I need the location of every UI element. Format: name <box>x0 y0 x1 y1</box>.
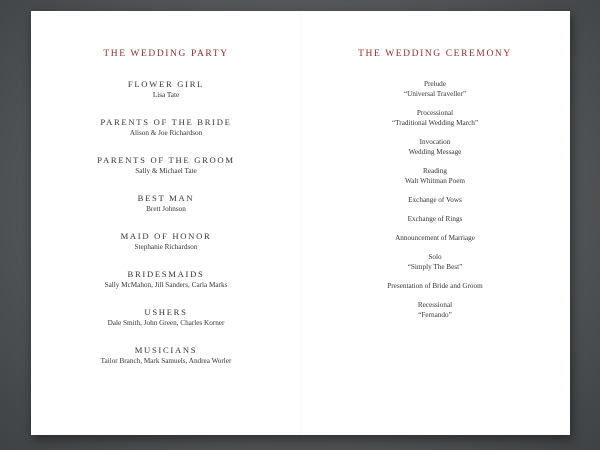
party-role: PARENTS OF THE GROOM <box>97 155 235 165</box>
ceremony-item-label: Invocation <box>419 138 451 146</box>
party-names: Sally McMahon, Jill Sanders, Carla Marks <box>104 281 228 289</box>
party-role: BRIDESMAIDS <box>127 269 205 279</box>
party-entry <box>31 79 301 117</box>
ceremony-item <box>300 233 570 252</box>
party-names: Tailor Branch, Mark Samuels, Andrea Worler <box>100 357 232 365</box>
ceremony-item-detail: “Traditional Wedding March” <box>391 119 479 127</box>
ceremony-item-label: Exchange of Vows <box>408 196 462 204</box>
ceremony-item-detail: “Fernando” <box>418 311 452 319</box>
ceremony-item <box>300 300 570 329</box>
party-names: Alison & Joe Richardson <box>129 129 203 137</box>
ceremony-item <box>300 252 570 281</box>
ceremony-item-detail: “Universal Traveller” <box>403 90 467 98</box>
party-entry <box>31 117 301 155</box>
ceremony-item <box>300 108 570 137</box>
party-names: Dale Smith, John Green, Charles Korner <box>107 319 225 327</box>
party-names: Sally & Michael Tate <box>135 167 197 175</box>
ceremony-item <box>300 281 570 300</box>
wedding-ceremony-title: THE WEDDING CEREMONY <box>358 49 512 59</box>
party-role: PARENTS OF THE BRIDE <box>100 117 232 127</box>
wedding-party-title: THE WEDDING PARTY <box>103 49 229 59</box>
ceremony-item-label: Reading <box>423 167 447 175</box>
party-role: MAID OF HONOR <box>120 231 212 241</box>
ceremony-item <box>300 214 570 233</box>
party-role: BEST MAN <box>137 193 195 203</box>
ceremony-item-label: Recessional <box>417 301 453 309</box>
party-role: MUSICIANS <box>134 345 198 355</box>
party-names: Lisa Tate <box>152 91 180 99</box>
party-entry <box>31 307 301 345</box>
ceremony-item-label: Prelude <box>424 80 446 88</box>
party-entry <box>31 269 301 307</box>
ceremony-item <box>300 137 570 166</box>
ceremony-item <box>300 79 570 108</box>
ceremony-item-label: Solo <box>428 253 442 261</box>
ceremony-item-label: Processional <box>416 109 454 117</box>
party-entry <box>31 345 301 383</box>
wedding-party-column <box>31 47 301 383</box>
ceremony-item-detail: “Simply The Best” <box>407 263 463 271</box>
party-role: FLOWER GIRL <box>127 79 205 89</box>
ceremony-item-label: Announcement of Marriage <box>395 234 475 242</box>
ceremony-item <box>300 166 570 195</box>
ceremony-item-label: Exchange of Rings <box>407 215 463 223</box>
ceremony-item <box>300 195 570 214</box>
party-names: Stephanie Richardson <box>134 243 198 251</box>
wedding-ceremony-column <box>300 47 570 329</box>
ceremony-item-detail: Wedding Message <box>408 148 462 156</box>
party-role: USHERS <box>144 307 188 317</box>
party-names: Brett Johnson <box>146 205 186 213</box>
party-entry <box>31 231 301 269</box>
party-entry <box>31 193 301 231</box>
ceremony-item-label: Presentation of Bride and Groom <box>387 282 483 290</box>
program-sheet <box>31 11 570 435</box>
party-entry <box>31 155 301 193</box>
ceremony-item-detail: Walt Whitman Poem <box>405 177 465 185</box>
